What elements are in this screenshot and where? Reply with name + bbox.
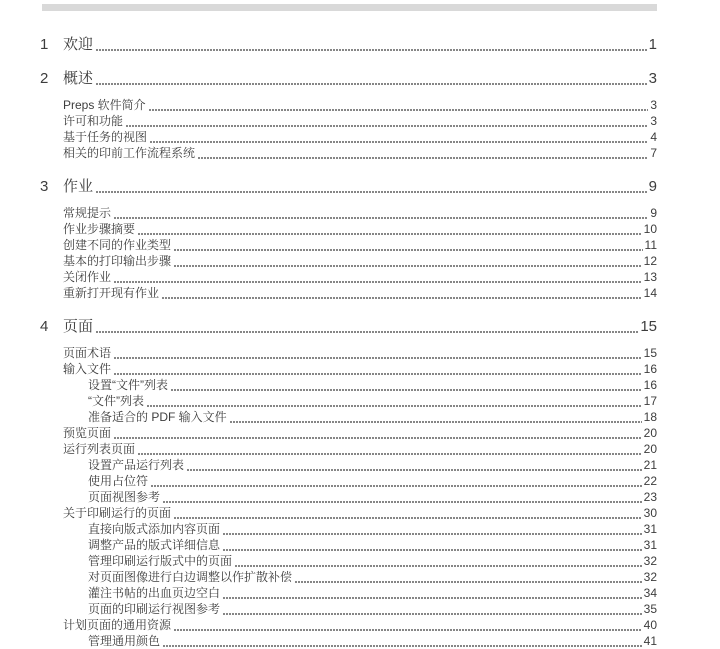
toc-entry-page-number: 34: [643, 586, 657, 600]
dot-leader: [220, 585, 644, 601]
toc-entry[interactable]: [0, 585, 657, 601]
toc-entry-title: 欢迎: [63, 36, 94, 53]
toc-entry[interactable]: [0, 505, 657, 521]
toc-entry[interactable]: [0, 145, 657, 161]
dot-leader: [232, 553, 644, 569]
toc-entry-title: Preps 软件简介: [63, 98, 146, 112]
toc-entry-page-number: 11: [644, 238, 657, 252]
toc-chapter-entry[interactable]: [0, 71, 657, 87]
toc-entry-page-number: 20: [643, 426, 657, 440]
toc-entry-page-number: 31: [643, 522, 657, 536]
toc-entry-page-number: 1: [648, 36, 657, 53]
toc-entry[interactable]: [0, 361, 657, 377]
dot-leader: [111, 345, 644, 361]
toc-chapter-entry[interactable]: [0, 319, 657, 335]
toc-entry-title: 相关的印前工作流程系统: [63, 146, 196, 160]
dot-leader: [220, 537, 644, 553]
toc-entry[interactable]: [0, 425, 657, 441]
toc-entry[interactable]: [0, 633, 657, 649]
dot-leader: [159, 285, 644, 301]
toc-entry[interactable]: [0, 473, 657, 489]
dot-leader: [160, 489, 644, 505]
toc-entry[interactable]: [0, 269, 657, 285]
toc-entry-page-number: 35: [643, 602, 657, 616]
toc-entry[interactable]: [0, 489, 657, 505]
toc-entry-title: 直接向版式添加内容页面: [88, 522, 221, 536]
toc-entry[interactable]: [0, 113, 657, 129]
toc-entry-page-number: 10: [643, 222, 657, 236]
dot-leader: [135, 221, 644, 237]
dot-leader: [171, 505, 644, 521]
toc-entry-page-number: 41: [643, 634, 657, 648]
dot-leader: [93, 71, 649, 87]
toc-entry-page-number: 30: [643, 506, 657, 520]
toc-entry-title: 基本的打印输出步骤: [63, 254, 172, 268]
dot-leader: [93, 319, 640, 335]
dot-leader: [227, 409, 644, 425]
dot-leader: [160, 633, 644, 649]
toc-entry-page-number: 16: [643, 362, 657, 376]
toc-entry-page-number: 4: [650, 130, 657, 144]
dot-leader: [292, 569, 644, 585]
toc-chapter-number: 1: [40, 36, 49, 53]
toc-chapter-entry[interactable]: [0, 37, 657, 53]
toc-entry-page-number: 31: [643, 538, 657, 552]
toc-entry-page-number: 13: [643, 270, 657, 284]
toc-entry-page-number: 22: [643, 474, 657, 488]
dot-leader: [171, 617, 644, 633]
toc-entry-title: 灌注书帖的出血页边空白: [88, 586, 221, 600]
toc-entry-page-number: 14: [643, 286, 657, 300]
toc-entry-page-number: 3: [648, 70, 657, 87]
dot-leader: [184, 457, 644, 473]
dot-leader: [111, 361, 644, 377]
toc-entry-page-number: 40: [643, 618, 657, 632]
toc-chapter-entry[interactable]: [0, 179, 657, 195]
toc-entry-title: 许可和功能: [63, 114, 124, 128]
toc-entry[interactable]: [0, 553, 657, 569]
dot-leader: [144, 393, 644, 409]
toc-entry[interactable]: [0, 345, 657, 361]
toc-entry-title: 作业: [63, 178, 94, 195]
dot-leader: [147, 129, 650, 145]
toc-entry-title: 页面的印刷运行视图参考: [88, 602, 221, 616]
toc-entry-title: 运行列表页面: [63, 442, 136, 456]
toc-entry-page-number: 15: [643, 346, 657, 360]
toc-entry-title: 概述: [63, 70, 94, 87]
toc-chapter-number: 4: [40, 318, 49, 335]
toc-entry[interactable]: [0, 129, 657, 145]
toc-entry-title: 管理通用颜色: [88, 634, 161, 648]
toc-entry-title: 准备适合的 PDF 输入文件: [88, 410, 227, 424]
toc-entry-title: 页面视图参考: [88, 490, 161, 504]
dot-leader: [146, 97, 651, 113]
toc-entry-page-number: 9: [648, 178, 657, 195]
dot-leader: [195, 145, 650, 161]
toc-entry[interactable]: [0, 237, 657, 253]
toc-entry-page-number: 20: [643, 442, 657, 456]
toc-entry[interactable]: [0, 441, 657, 457]
toc-entry-page-number: 3: [650, 114, 657, 128]
toc-entry-page-number: 7: [650, 146, 657, 160]
toc-entry-title: 重新打开现有作业: [63, 286, 160, 300]
toc-entry-page-number: 32: [643, 554, 657, 568]
toc-entry-page-number: 21: [643, 458, 657, 472]
toc-entry-page-number: 3: [650, 98, 657, 112]
toc-entry-page-number: 23: [643, 490, 657, 504]
toc-chapter-number: 2: [40, 70, 49, 87]
toc-entry[interactable]: [0, 221, 657, 237]
toc-entry-title: 使用占位符: [88, 474, 149, 488]
dot-leader: [111, 269, 644, 285]
dot-leader: [168, 377, 644, 393]
toc-entry-title: 关于印刷运行的页面: [63, 506, 172, 520]
toc-entry[interactable]: [0, 253, 657, 269]
toc-entry[interactable]: [0, 569, 657, 585]
toc-entry-title: 设置产品运行列表: [88, 458, 185, 472]
toc-entry-title: 设置“文件”列表: [88, 378, 168, 392]
toc-entry[interactable]: [0, 537, 657, 553]
toc-entry-page-number: 15: [640, 318, 657, 335]
toc-entry[interactable]: [0, 601, 657, 617]
toc-entry-page-number: 17: [643, 394, 657, 408]
toc-entry-page-number: 32: [643, 570, 657, 584]
dot-leader: [171, 253, 644, 269]
dot-leader: [93, 179, 649, 195]
toc-entry[interactable]: [0, 393, 657, 409]
toc-entry[interactable]: [0, 205, 657, 221]
toc-entry[interactable]: [0, 377, 657, 393]
toc-entry-page-number: 9: [650, 206, 657, 220]
toc-entry[interactable]: [0, 97, 657, 113]
toc-entry-title: 创建不同的作业类型: [63, 238, 172, 252]
toc-entry-title: 计划页面的通用资源: [63, 618, 172, 632]
toc-chapter-number: 3: [40, 178, 49, 195]
toc-entry-title: 输入文件: [63, 362, 112, 376]
dot-leader: [93, 37, 649, 53]
toc-entry[interactable]: [0, 409, 657, 425]
toc-entry-title: 作业步骤摘要: [63, 222, 136, 236]
toc-entry-title: 页面: [63, 318, 94, 335]
toc-entry[interactable]: [0, 617, 657, 633]
dot-leader: [135, 441, 644, 457]
toc-entry-title: 管理印刷运行版式中的页面: [88, 554, 233, 568]
dot-leader: [111, 205, 650, 221]
toc-entry[interactable]: [0, 285, 657, 301]
toc-entry-page-number: 16: [643, 378, 657, 392]
dot-leader: [220, 521, 644, 537]
toc-entry[interactable]: [0, 521, 657, 537]
toc-entry-title: 关闭作业: [63, 270, 112, 284]
dot-leader: [111, 425, 644, 441]
toc-entry-title: 页面术语: [63, 346, 112, 360]
toc-entry-title: 常规提示: [63, 206, 112, 220]
toc-entry-title: 调整产品的版式详细信息: [88, 538, 221, 552]
toc-entry-title: “文件”列表: [88, 394, 144, 408]
toc-entry-page-number: 18: [643, 410, 657, 424]
dot-leader: [171, 237, 645, 253]
toc-entry-title: 对页面图像进行白边调整以作扩散补偿: [88, 570, 293, 584]
toc-entry-title: 基于任务的视图: [63, 130, 148, 144]
toc-entry-title: 预览页面: [63, 426, 112, 440]
toc-entry-page-number: 12: [643, 254, 657, 268]
toc-entry[interactable]: [0, 457, 657, 473]
dot-leader: [123, 113, 650, 129]
dot-leader: [220, 601, 644, 617]
dot-leader: [148, 473, 644, 489]
